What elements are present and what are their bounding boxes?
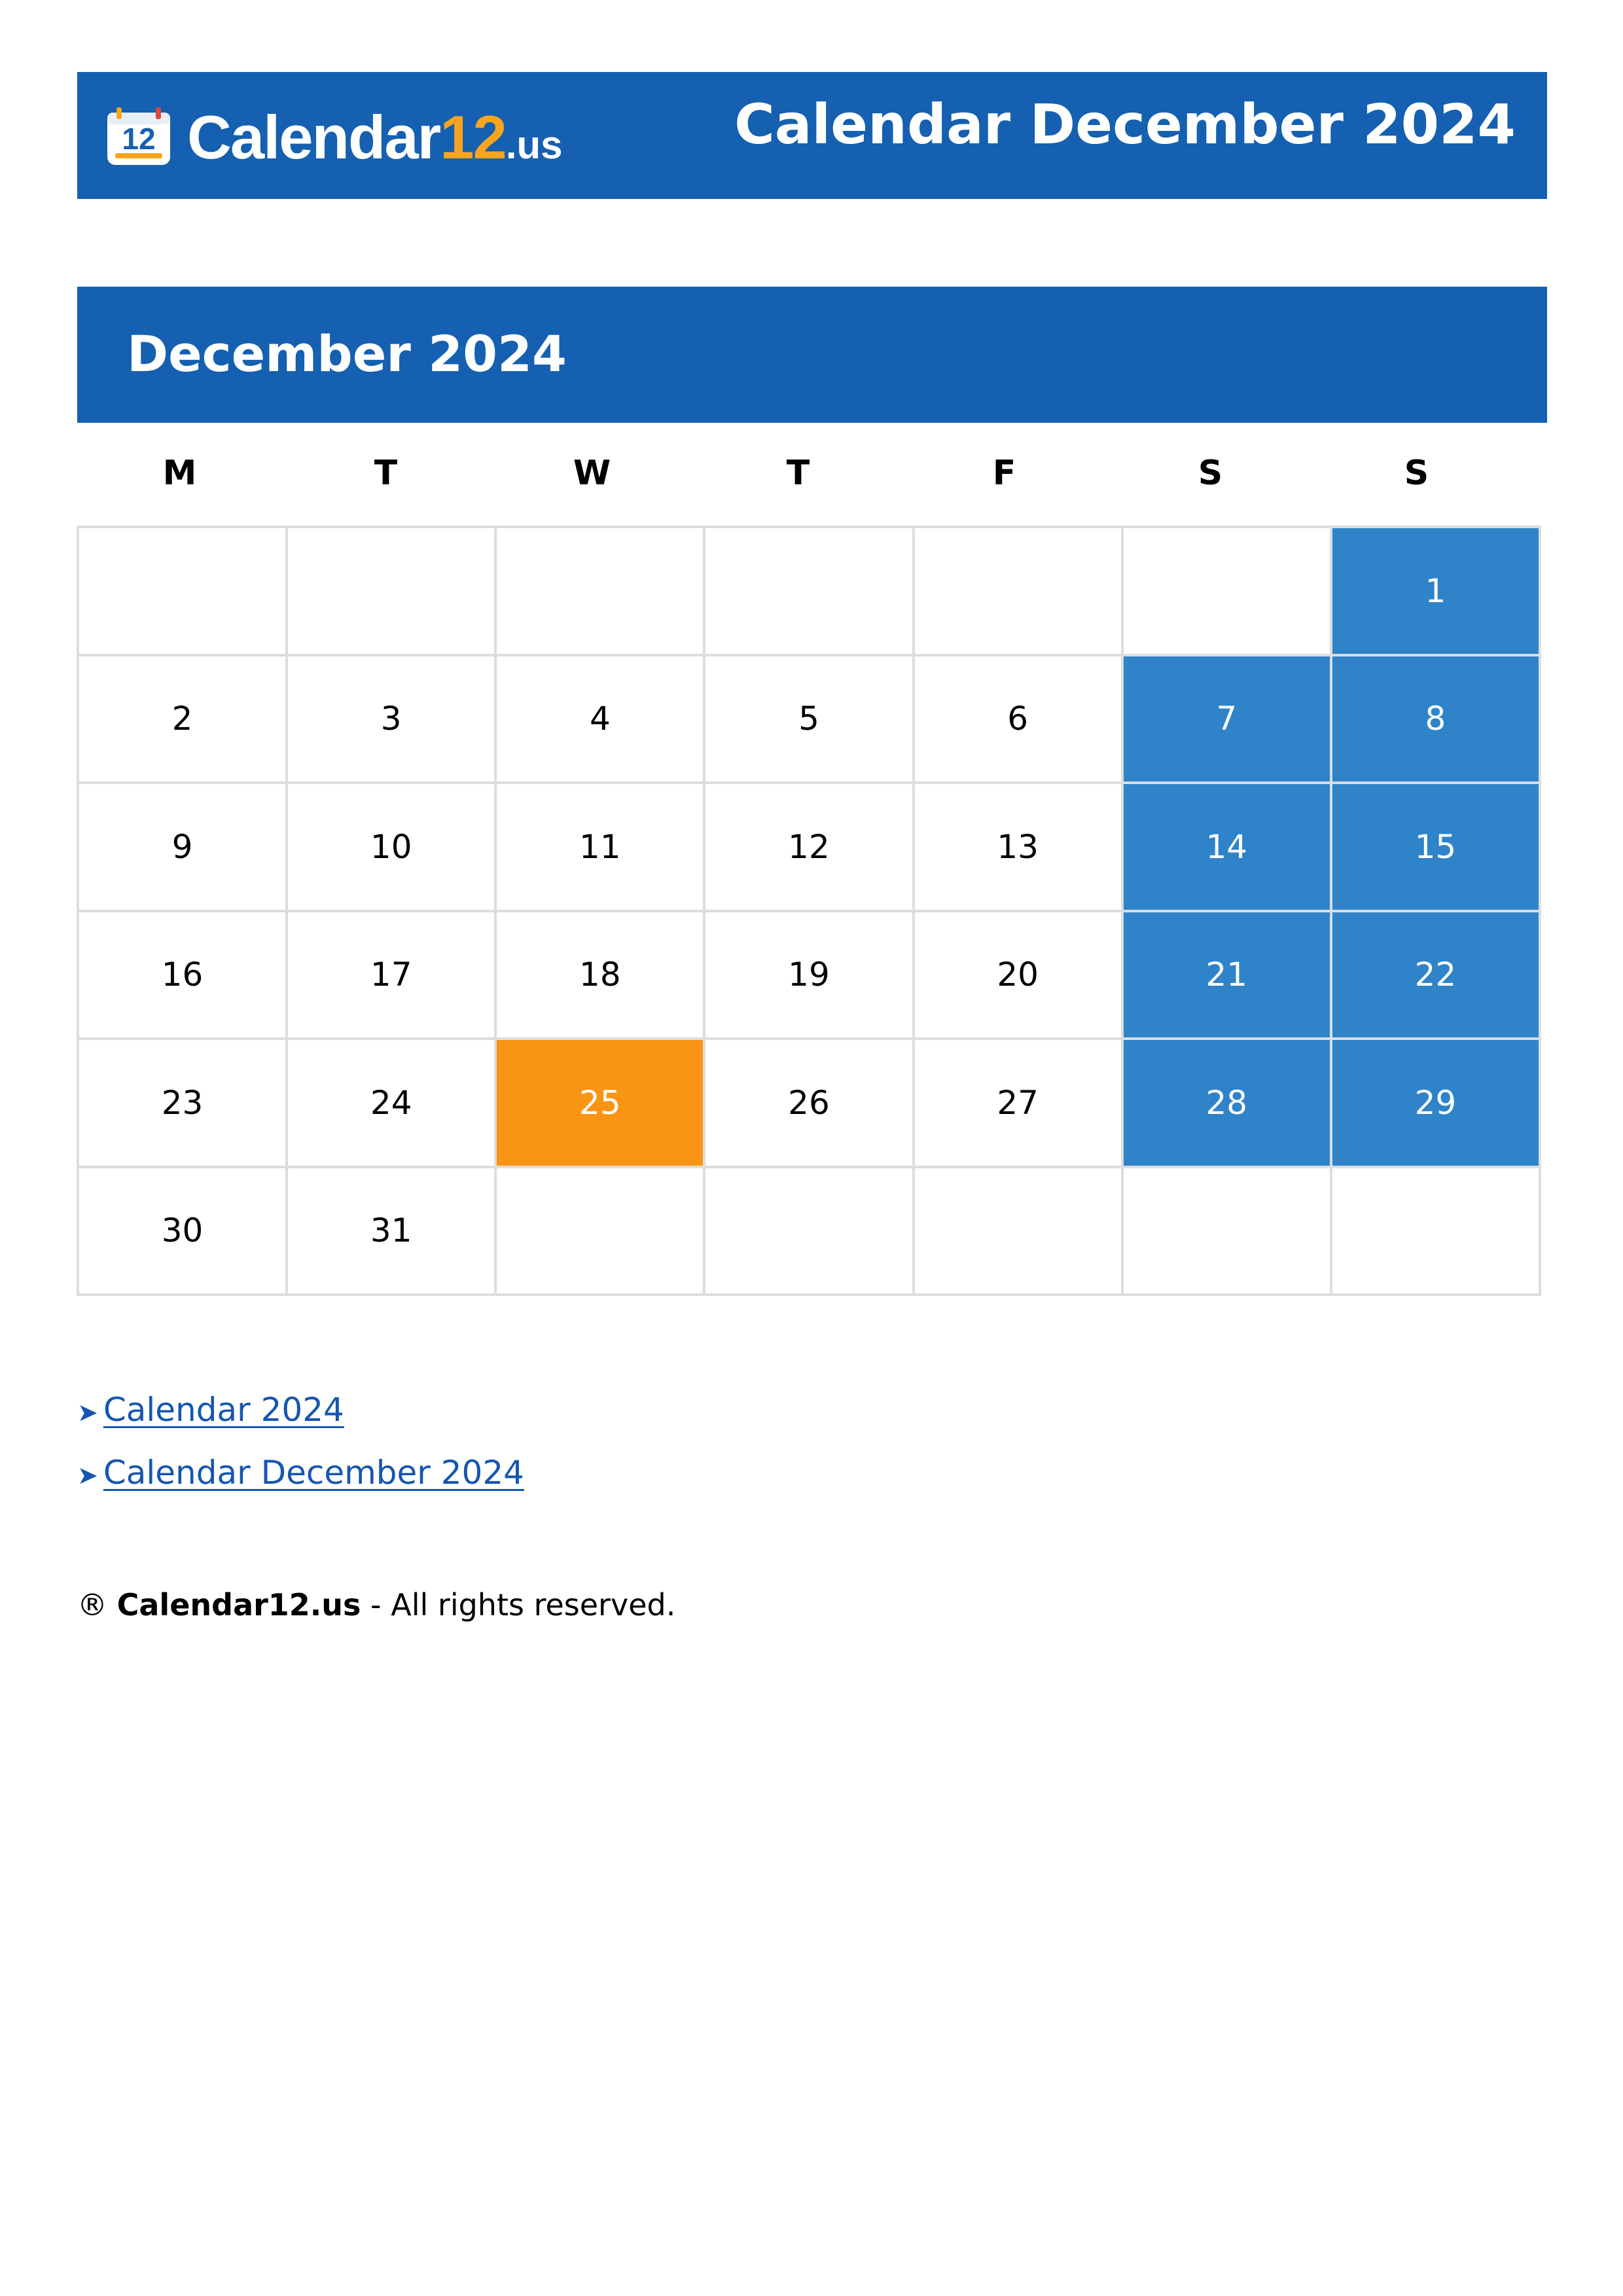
link-row bbox=[77, 1380, 524, 1443]
registered-symbol: ® bbox=[77, 1587, 107, 1623]
related-links bbox=[77, 1380, 524, 1505]
footer bbox=[77, 1584, 675, 1626]
calendar-icon bbox=[105, 107, 173, 168]
day-cell-6[interactable]: 6 bbox=[915, 656, 1121, 782]
weekday-header bbox=[77, 447, 1541, 499]
logo-wordmark bbox=[187, 103, 563, 171]
footer-brand: Calendar12.us bbox=[116, 1587, 361, 1623]
day-cell-4[interactable]: 4 bbox=[497, 656, 703, 782]
day-cell-11[interactable]: 11 bbox=[497, 784, 703, 910]
link-calendar-2024[interactable]: Calendar 2024 bbox=[103, 1391, 344, 1429]
day-cell-14[interactable]: 14 bbox=[1124, 784, 1330, 910]
day-cell-5[interactable]: 5 bbox=[705, 656, 912, 782]
calendar-grid bbox=[77, 526, 1541, 1296]
empty-day-cell bbox=[497, 528, 703, 654]
logo-number: 12 bbox=[440, 103, 506, 171]
empty-day-cell bbox=[1124, 528, 1330, 654]
empty-day-cell bbox=[915, 528, 1121, 654]
weekday-wed: W bbox=[573, 454, 611, 493]
link-calendar-december-2024[interactable]: Calendar December 2024 bbox=[103, 1454, 524, 1492]
logo-name: Calendar bbox=[187, 103, 440, 171]
arrow-right-icon: ➤ bbox=[77, 1461, 98, 1490]
link-row bbox=[77, 1443, 524, 1505]
day-cell-12[interactable]: 12 bbox=[705, 784, 912, 910]
day-cell-17[interactable]: 17 bbox=[288, 912, 494, 1038]
empty-day-cell bbox=[705, 528, 912, 654]
day-cell-29[interactable]: 29 bbox=[1332, 1040, 1539, 1166]
day-cell-16[interactable]: 16 bbox=[79, 912, 285, 1038]
empty-day-cell bbox=[79, 528, 285, 654]
day-cell-18[interactable]: 18 bbox=[497, 912, 703, 1038]
arrow-right-icon: ➤ bbox=[77, 1398, 98, 1427]
day-cell-28[interactable]: 28 bbox=[1124, 1040, 1330, 1166]
day-cell-21[interactable]: 21 bbox=[1124, 912, 1330, 1038]
empty-day-cell bbox=[915, 1168, 1121, 1294]
weekday-sat: S bbox=[1198, 454, 1223, 493]
empty-day-cell bbox=[705, 1168, 912, 1294]
weekday-mon: M bbox=[162, 454, 197, 493]
day-cell-25[interactable]: 25 bbox=[497, 1040, 703, 1166]
weekday-fri: F bbox=[992, 454, 1016, 493]
day-cell-3[interactable]: 3 bbox=[288, 656, 494, 782]
day-cell-23[interactable]: 23 bbox=[79, 1040, 285, 1166]
day-cell-19[interactable]: 19 bbox=[705, 912, 912, 1038]
day-cell-24[interactable]: 24 bbox=[288, 1040, 494, 1166]
weekday-tue: T bbox=[374, 454, 398, 493]
day-cell-2[interactable]: 2 bbox=[79, 656, 285, 782]
weekday-thu: T bbox=[786, 454, 810, 493]
site-logo[interactable] bbox=[105, 105, 563, 170]
empty-day-cell bbox=[1124, 1168, 1330, 1294]
day-cell-13[interactable]: 13 bbox=[915, 784, 1121, 910]
day-cell-31[interactable]: 31 bbox=[288, 1168, 494, 1294]
day-cell-9[interactable]: 9 bbox=[79, 784, 285, 910]
day-cell-27[interactable]: 27 bbox=[915, 1040, 1121, 1166]
day-cell-20[interactable]: 20 bbox=[915, 912, 1121, 1038]
day-cell-7[interactable]: 7 bbox=[1124, 656, 1330, 782]
empty-day-cell bbox=[1332, 1168, 1539, 1294]
empty-day-cell bbox=[288, 528, 494, 654]
site-header bbox=[77, 72, 1547, 199]
weekday-sun: S bbox=[1404, 454, 1429, 493]
day-cell-10[interactable]: 10 bbox=[288, 784, 494, 910]
day-cell-1[interactable]: 1 bbox=[1332, 528, 1539, 654]
month-title: December 2024 bbox=[127, 325, 567, 383]
footer-text: - All rights reserved. bbox=[361, 1587, 676, 1623]
month-header bbox=[77, 287, 1547, 423]
day-cell-8[interactable]: 8 bbox=[1332, 656, 1539, 782]
logo-icon-number: 12 bbox=[122, 122, 156, 156]
empty-day-cell bbox=[497, 1168, 703, 1294]
page-title: Calendar December 2024 bbox=[734, 92, 1516, 156]
day-cell-22[interactable]: 22 bbox=[1332, 912, 1539, 1038]
day-cell-30[interactable]: 30 bbox=[79, 1168, 285, 1294]
day-cell-15[interactable]: 15 bbox=[1332, 784, 1539, 910]
logo-tld: .us bbox=[505, 123, 563, 167]
day-cell-26[interactable]: 26 bbox=[705, 1040, 912, 1166]
